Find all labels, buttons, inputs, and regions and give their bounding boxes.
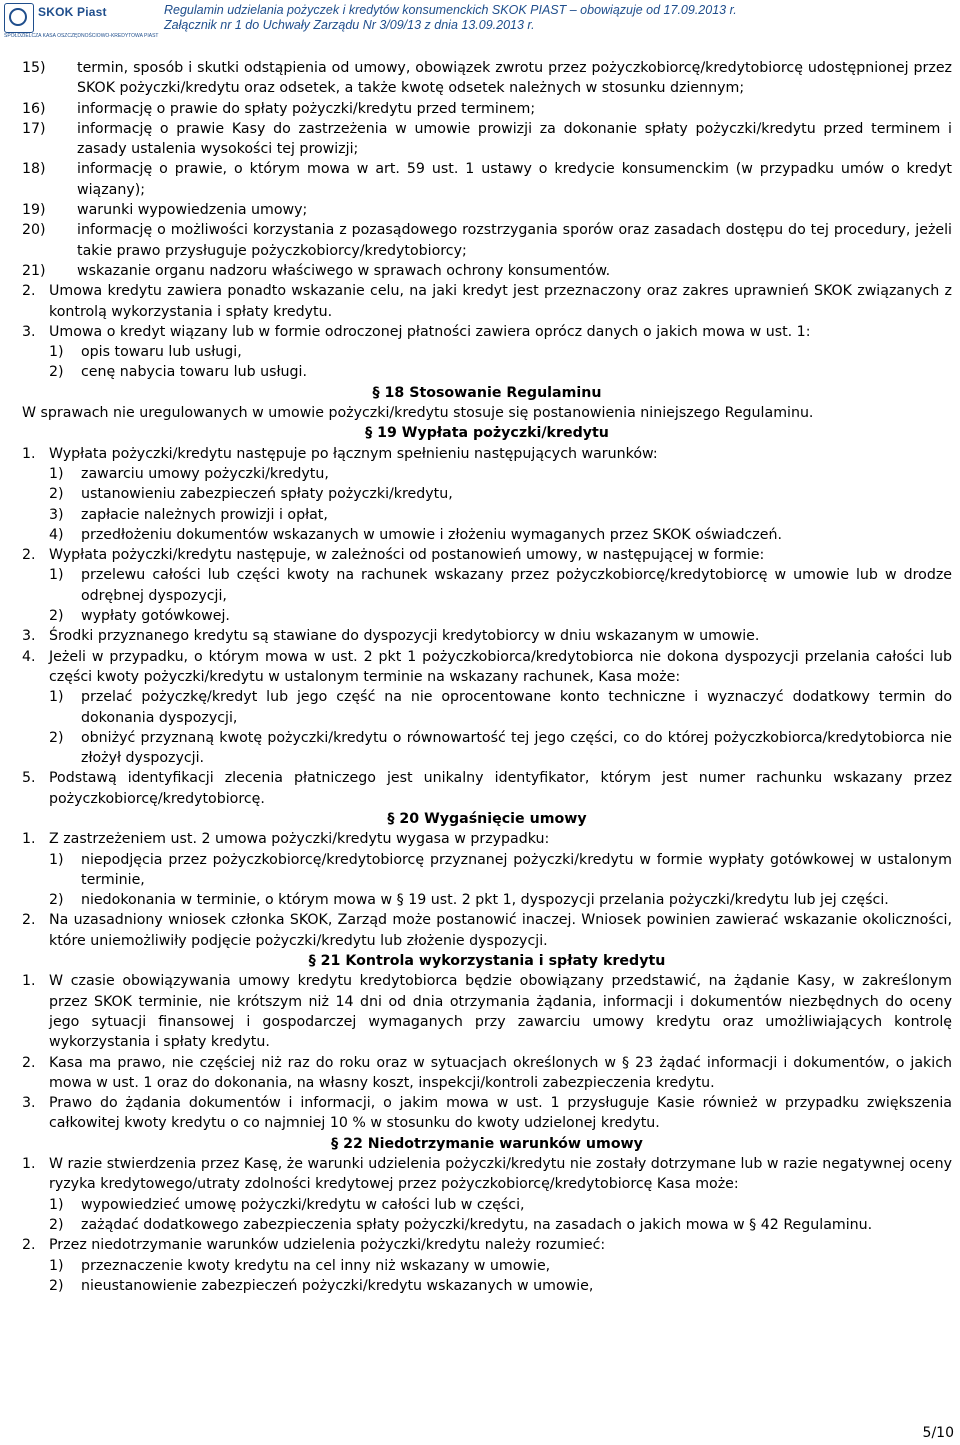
paragraph-item [22,971,952,1052]
list-item-text: informację o prawie do spłaty pożyczki/kredytu przed terminem; [77,100,536,117]
point-item [22,687,952,728]
list-item-number: 15) [22,60,46,76]
list-item-text: informację o prawie Kasy do zastrzeżenia w umowie prowizji za dokonanie spłaty pożyczki/kredytu przed terminem i zasady ustalenia wysokości tej prowizji; [77,120,952,158]
point-item [22,342,952,362]
point-item-text: cenę nabycia towaru lub usługi. [81,364,307,381]
header-line-1: Regulamin udzielania pożyczek i kredytów konsumenckich SKOK PIAST – obowiązuje od 17.09.2013 r. [164,3,737,17]
logo-emblem-icon [4,3,34,33]
list-item [22,99,952,119]
paragraph-item-text: W razie stwierdzenia przez Kasę, że warunki udzielenia pożyczki/kredytu nie zostały dotrzymane lub w razie negatywnej oceny ryzyka kredytowego/utraty zdolności kredytowej przez pożyczkobiorcę/kredytobiorcę Kasa może: [49,1156,952,1193]
point-item-number: 2) [49,364,64,381]
paragraph-item [22,322,952,342]
point-item-number: 1) [49,1257,64,1274]
point-item [22,890,952,910]
paragraph-item-text: Umowa o kredyt wiązany lub w formie odroczonej płatności zawiera oprócz danych o jakich mowa w ust. 1: [49,323,811,340]
list-item [22,159,952,200]
paragraph-item-text: Prawo do żądania dokumentów i informacji, o jakim mowa w ust. 1 przysługuje Kasie również w przypadku zwiększenia całkowitej kwoty kredytu o co najmniej 10 % w stosunku do kwoty udzielonej kredytu. [49,1095,952,1132]
point-item-text: przeznaczenie kwoty kredytu na cel inny niż wskazany w umowie, [81,1257,551,1274]
paragraph-item [22,647,952,688]
point-item [22,1256,952,1276]
paragraph-item-text: Wypłata pożyczki/kredytu następuje, w zależności od postanowień umowy, w następującej w formie: [49,547,765,564]
paragraph-item-number: 2. [22,912,36,929]
paragraph-item-number: 5. [22,770,36,787]
page-number: 5/10 [922,1425,954,1441]
point-item-text: wypłaty gotówkowej. [81,608,230,625]
point-item-text: przedłożeniu dokumentów wskazanych w umowie i złożeniu wymaganych przez SKOK oświadczeń. [81,526,782,543]
point-item-text: wypowiedzieć umowę pożyczki/kredytu w całości lub w części, [81,1196,525,1213]
point-item-text: ustanowieniu zabezpieczeń spłaty pożyczki/kredytu, [81,486,453,503]
paragraph-item-text: W czasie obowiązywania umowy kredytu kredytobiorca będzie obowiązany przedstawić, na żądanie Kasy, w zakreślonym przez SKOK terminie, nie krótszym niż 14 dni od dnia otrzymania żądania, informacji i dokumentów niezbędnych do oceny jego sytuacji finansowej i gospodarczej wymaganych przy zawarciu umowy kredytu oraz umożliwiających kontrolę wykorzystania i spłaty kredytu. [49,973,952,1051]
section-22-list [22,1154,952,1296]
point-item-number: 2) [49,486,64,503]
paragraph-item-text: Przez niedotrzymanie warunków udzielenia pożyczki/kredytu należy rozumieć: [49,1237,606,1254]
paragraph-item [22,1053,952,1094]
point-item-number: 1) [49,1196,64,1213]
point-item-text: opis towaru lub usługi, [81,344,242,361]
point-item-number: 1) [49,567,64,584]
point-item-text: zawarciu umowy pożyczki/kredytu, [81,465,329,482]
paragraph-item-number: 4. [22,648,36,665]
list-item-number: 17) [22,120,46,137]
point-item [22,606,952,626]
list-item-number: 16) [22,100,46,117]
point-item-number: 2) [49,729,64,746]
paragraph-item-number: 1. [22,1156,36,1173]
point-item [22,505,952,525]
paragraph-item [22,545,952,565]
section-20-list [22,829,952,951]
page-header [0,0,960,40]
paragraph-item-number: 3. [22,323,36,340]
point-item-number: 2) [49,892,64,909]
point-item [22,1195,952,1215]
point-item [22,464,952,484]
paragraph-item-number: 1. [22,831,36,848]
paragraph-item-text: Podstawą identyfikacji zlecenia płatniczego jest unikalny identyfikator, którym jest numer rachunku wskazany przez pożyczkobiorcę/kredytobiorcę. [49,770,952,807]
point-item-number: 2) [49,1216,64,1233]
list-item [22,200,952,220]
point-item [22,565,952,606]
point-item-number: 2) [49,1277,64,1294]
section-20-title: § 20 Wygaśnięcie umowy [387,810,587,827]
paragraph-item-number: 1. [22,445,36,462]
section-21-list [22,971,952,1133]
paragraph-item-text: Z zastrzeżeniem ust. 2 umowa pożyczki/kredytu wygasa w przypadku: [49,831,550,848]
point-item [22,850,952,891]
paragraph-item [22,444,952,464]
paragraph-item [22,1235,952,1255]
list-item [22,119,952,160]
paragraph-item-number: 2. [22,283,36,300]
point-item-text: zapłacie należnych prowizji i opłat, [81,506,328,523]
paragraph-item [22,626,952,646]
paragraph-item-number: 2. [22,1054,36,1071]
list-item-number: 19) [22,202,46,219]
point-item [22,1276,952,1296]
paragraph-item-number: 3. [22,1095,36,1112]
header-text [164,3,832,33]
list-item-text: warunki wypowiedzenia umowy; [77,202,308,219]
section-21-title: § 21 Kontrola wykorzystania i spłaty kredytu [308,953,666,970]
point-item-text: zażądać dodatkowego zabezpieczenia spłaty pożyczki/kredytu, na zasadach o jakich mowa w § 42 Regulaminu. [81,1216,873,1233]
point-item [22,728,952,769]
intro-list [22,58,952,281]
paragraph-item-text: Wypłata pożyczki/kredytu następuje po łącznym spełnieniu następujących warunków: [49,445,658,462]
paragraph-item-text: Kasa ma prawo, nie częściej niż raz do roku oraz w sytuacjach określonych w § 23 żądać informacji i dokumentów, o jakich mowa w ust. 1 oraz do dokonania, na własny koszt, inspekcji/kontroli zabezpieczenia kredytu. [49,1054,952,1091]
point-item-text: niepodjęcia przez pożyczkobiorcę/kredytobiorcę przyznanej pożyczki/kredytu w formie wypłaty gotówkowej w ustalonym terminie, [81,851,952,888]
list-item [22,220,952,261]
paragraph-item [22,829,952,849]
point-item-number: 2) [49,608,64,625]
list-item-number: 18) [22,161,46,178]
section-18-text: W sprawach nie uregulowanych w umowie pożyczki/kredytu stosuje się postanowienia niniejszego Regulaminu. [22,405,814,422]
paragraph-item-number: 2. [22,1237,36,1254]
paragraph-item-number: 2. [22,547,36,564]
point-item-text: obniżyć przyznaną kwotę pożyczki/kredytu o równowartość tej jego części, co do której pożyczkobiorca/kredytobiorca nie złożył dyspozycji. [81,729,952,767]
point-item-text: przelewu całości lub części kwoty na rachunek wskazany przez pożyczkobiorcę/kredytobiorcę w umowie lub w drodze odrębnej dyspozycji, [81,567,952,604]
point-item-number: 4) [49,526,64,543]
list-item-text: informację o prawie, o którym mowa w art. 59 ust. 1 ustawy o kredycie konsumenckim (w przypadku umów o kredyt wiązany); [77,161,952,198]
list-item-number: 21) [22,262,46,279]
list-item [22,58,952,99]
section-17-rest [22,281,952,382]
paragraph-item [22,1093,952,1134]
list-item-number: 20) [22,222,46,239]
point-item-number: 1) [49,465,64,482]
point-item-number: 1) [49,851,64,868]
paragraph-item [22,1154,952,1195]
section-19-list [22,444,952,809]
point-item [22,1215,952,1235]
point-item-text: nieustanowienie zabezpieczeń pożyczki/kredytu wskazanych w umowie, [81,1277,594,1294]
paragraph-item [22,281,952,322]
paragraph-item [22,768,952,809]
paragraph-item-number: 3. [22,628,36,645]
section-22-title: § 22 Niedotrzymanie warunków umowy [331,1135,643,1152]
paragraph-item [22,910,952,951]
section-19-title: § 19 Wypłata pożyczki/kredytu [365,425,609,442]
section-18-title: § 18 Stosowanie Regulaminu [372,384,602,401]
paragraph-item-number: 1. [22,973,36,990]
document-body [22,58,952,1296]
point-item-text: przelać pożyczkę/kredyt lub jego część na nie oprocentowane konto techniczne i wyznaczyć dodatkowy termin do dokonania dyspozycji, [81,689,952,726]
paragraph-item-text: Umowa kredytu zawiera ponadto wskazanie celu, na jaki kredyt jest przeznaczony oraz zakres uprawnień SKOK związanych z kontrolą wykorzystania i spłaty kredytu. [49,283,952,320]
point-item-number: 1) [49,689,64,706]
skok-piast-logo: SKOK Piast SPÓŁDZIELCZA KASA OSZCZĘDNOŚCIOWO-KREDYTOWA PIAST [4,5,159,39]
point-item [22,525,952,545]
header-line-2: Załącznik nr 1 do Uchwały Zarządu Nr 3/09/13 z dnia 13.09.2013 r. [164,18,535,32]
point-item [22,362,952,382]
list-item-text: termin, sposób i skutki odstąpienia od umowy, obowiązek zwrotu przez pożyczkobiorcę/kredytobiorcę udostępnionej przez SKOK pożyczki/kredytu oraz odsetek, a także kwotę odsetek należnych w stosunku dziennym; [77,60,952,97]
paragraph-item-text: Jeżeli w przypadku, o którym mowa w ust. 2 pkt 1 pożyczkobiorca/kredytobiorca nie dokona dyspozycji przelania całości lub części kwoty pożyczki/kredytu w ustalonym terminie na wskazany rachunek, Kasa może: [49,648,952,685]
point-item-number: 1) [49,344,64,361]
list-item-text: wskazanie organu nadzoru właściwego w sprawach ochrony konsumentów. [77,262,611,279]
point-item [22,484,952,504]
paragraph-item-text: Na uzasadniony wniosek członka SKOK, Zarząd może postanowić inaczej. Wniosek powinien zawierać wskazanie okoliczności, które uniemożliwiły podjęcie pożyczki/kredytu lub złożenie dyspozycji. [49,912,952,949]
paragraph-item-text: Środki przyznanego kredytu są stawiane do dyspozycji kredytobiorcy w dniu wskazanym w umowie. [49,628,760,645]
point-item-text: niedokonania w terminie, o którym mowa w § 19 ust. 2 pkt 1, dyspozycji przelania pożyczki/kredytu lub jej części. [81,892,889,909]
list-item-text: informację o możliwości korzystania z pozasądowego rozstrzygania sporów oraz zasadach dostępu do tej procedury, jeżeli takie prawo przysługuje pożyczkobiorcy/kredytobiorcy; [77,222,952,259]
list-item [22,261,952,281]
point-item-number: 3) [49,506,64,523]
